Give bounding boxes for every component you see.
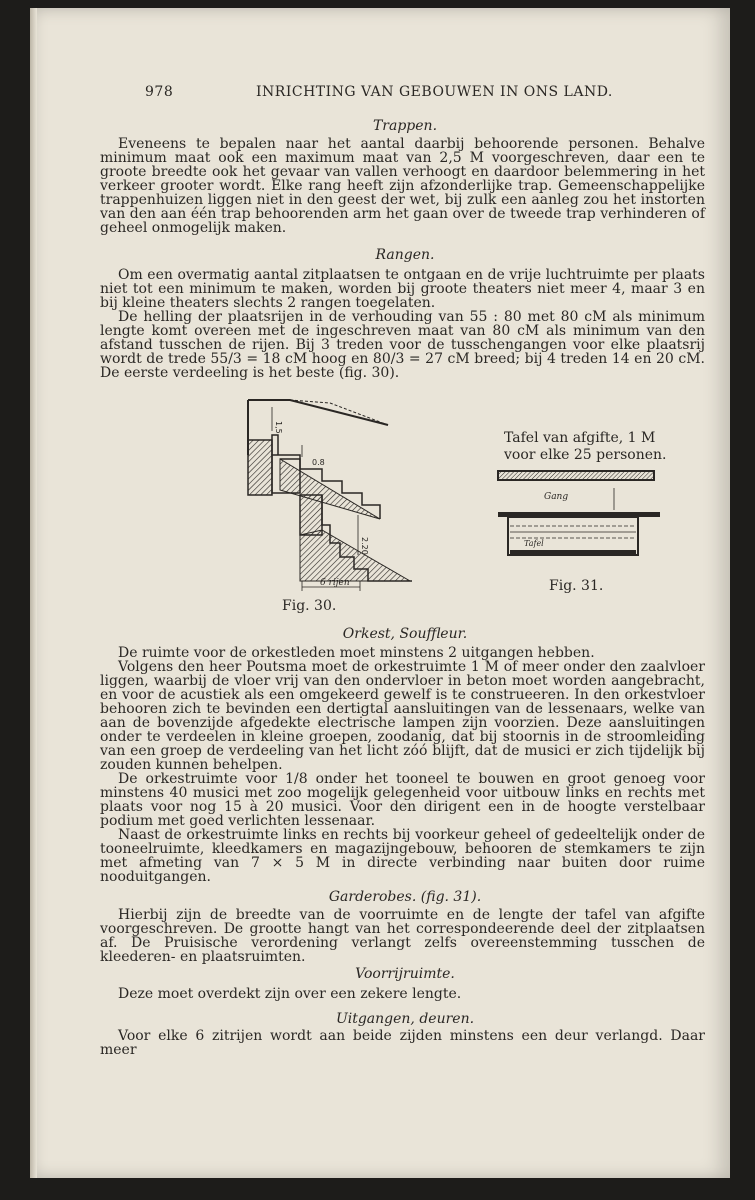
paragraph-voorrijruimte-text: Deze moet overdekt zijn over een zekere lengte.	[118, 986, 462, 1002]
paragraph-voorrijruimte	[100, 987, 705, 1001]
figure-31-caption: Fig. 31.	[549, 578, 604, 594]
heading-garderobes: Garderobes. (fig. 31).	[328, 889, 482, 905]
figure-31-title-line2: voor elke 25 personen.	[504, 447, 667, 463]
fig31-tafel-label: Tafel	[524, 539, 544, 548]
paragraph-orkest-3: De orkestruimte voor 1/8 onder het tooneel te bouwen en groot genoeg voor minstens 40 musici met zoo mogelijk gelegenheid voor uitbouw links en rechts met plaats voor nog 15 à 20 musici. Voor den dirigent een in de hoogte verstelbaar podium met goed verlichten lessenaar.	[100, 771, 705, 829]
figure-31-title	[504, 430, 666, 464]
paragraph-uitgangen	[100, 1029, 705, 1057]
heading-orkest: Orkest, Souffleur.	[342, 626, 468, 642]
fig31-gang-label: Gang	[544, 492, 569, 502]
paragraph-trappen	[100, 137, 705, 235]
paragraph-trappen-text: Eveneens te bepalen naar het aantal daarbij behoorende personen. Behalve minimum maat ook een maximum maat van 2,5 M voorgeschreven, daar een te groote breedte ook het gevaar van vallen verhoogt en daardoor belemmering in het verkeer grooter wordt. Elke rang heeft zijn afzonderlijke trap. Gemeenschappelijke trappenhuizen liggen niet in den geest der wet, bij zulk een aanleg zou het instorten van den aan één trap behoorenden arm het gaan over de tweede trap verhinderen of geheel onmogelijk maken.	[100, 136, 705, 236]
fig30-rows-label: 6 rijen	[320, 578, 350, 588]
paragraph-rangen-2: De helling der plaatsrijen in de verhouding van 55 : 80 met 80 cM als minimum lengte komt overeen met de ingeschreven maat van 80 cM als minimum van den afstand tusschen de rijen. Bij 3 treden voor de tusschengangen voor elke plaatsrij wordt de trede 55/3 = 18 cM hoog en 80/3 = 27 cM breed; bij 4 treden 14 en 20 cM. De eerste verdeeling is het beste (fig. 30).	[100, 309, 705, 381]
figure-30-caption: Fig. 30.	[282, 598, 337, 614]
paragraph-garderobes-text: Hierbij zijn de breedte van de voorruimte en de lengte der tafel van afgifte voorgeschreven. De grootte hangt van het correspondeerende deel der zitplaatsen af. De Pruisische verordening verlangt zelfs overeenstemming tusschen de kleederen- en plaatsruimten.	[100, 907, 705, 965]
paragraph-rangen	[100, 268, 705, 380]
page-number: 978	[145, 84, 174, 100]
fig30-dim-label-2: 2.20	[360, 537, 369, 555]
paragraph-orkest-2: Volgens den heer Poutsma moet de orkestruimte 1 M of meer onder den zaalvloer liggen, waarbij de vloer vrij van den ondervloer in beton moet worden aangebracht, en voor de acustiek als een omgekeerd gewelf is te construeeren. In den orkestvloer behooren zich te bevinden een dertigtal aansluitingen van de lessenaars, welke van aan de bovenzijde afgedekte electrische lampen zijn voorzien. Deze aansluitingen onder te verdeelen in kleine groepen, zoodanig, dat bij stoornis in de stroomleiding van een groep de verdeeling van het licht zóó blijft, dat de musici er zich tijdelijk bij zouden kunnen behelpen.	[100, 659, 705, 773]
paragraph-orkest-4: Naast de orkestruimte links en rechts bij voorkeur geheel of gedeeltelijk onder de tooneelruimte, kleedkamers en magazijngebouw, behooren de stemkamers te zijn met afmeting van 7 × 5 M in directe verbinding naar buiten door ruime nooduitgangen.	[100, 827, 705, 885]
running-title: INRICHTING VAN GEBOUWEN IN ONS LAND.	[256, 84, 613, 100]
figure-31-title-line1: Tafel van afgifte, 1 M	[504, 430, 656, 446]
heading-trappen: Trappen.	[372, 118, 438, 134]
figure-30-section-drawing	[230, 395, 420, 595]
heading-uitgangen: Uitgangen, deuren.	[335, 1011, 475, 1027]
heading-rangen: Rangen.	[375, 247, 435, 263]
page-gutter	[30, 8, 37, 1178]
heading-voorrijruimte: Voorrijruimte.	[355, 966, 455, 982]
paragraph-rangen-1: Om een overmatig aantal zitplaatsen te ontgaan en de vrije luchtruimte per plaats niet tot een minimum te maken, worden bij groote theaters niet meer 4, maar 3 en bij kleine theaters slechts 2 rangen toegelaten.	[100, 267, 705, 311]
fig30-dim-label-1: 0.8	[312, 458, 325, 467]
fig30-dim-label-3: 1,5	[274, 421, 283, 434]
paragraph-garderobes	[100, 908, 705, 964]
paragraph-orkest-1: De ruimte voor de orkestleden moet minstens 2 uitgangen hebben.	[118, 645, 595, 661]
figure-31-plan-drawing	[496, 468, 660, 563]
paragraph-orkest	[100, 646, 705, 884]
paragraph-uitgangen-text: Voor elke 6 zitrijen wordt aan beide zijden minstens een deur verlangd. Daar meer	[100, 1028, 705, 1058]
